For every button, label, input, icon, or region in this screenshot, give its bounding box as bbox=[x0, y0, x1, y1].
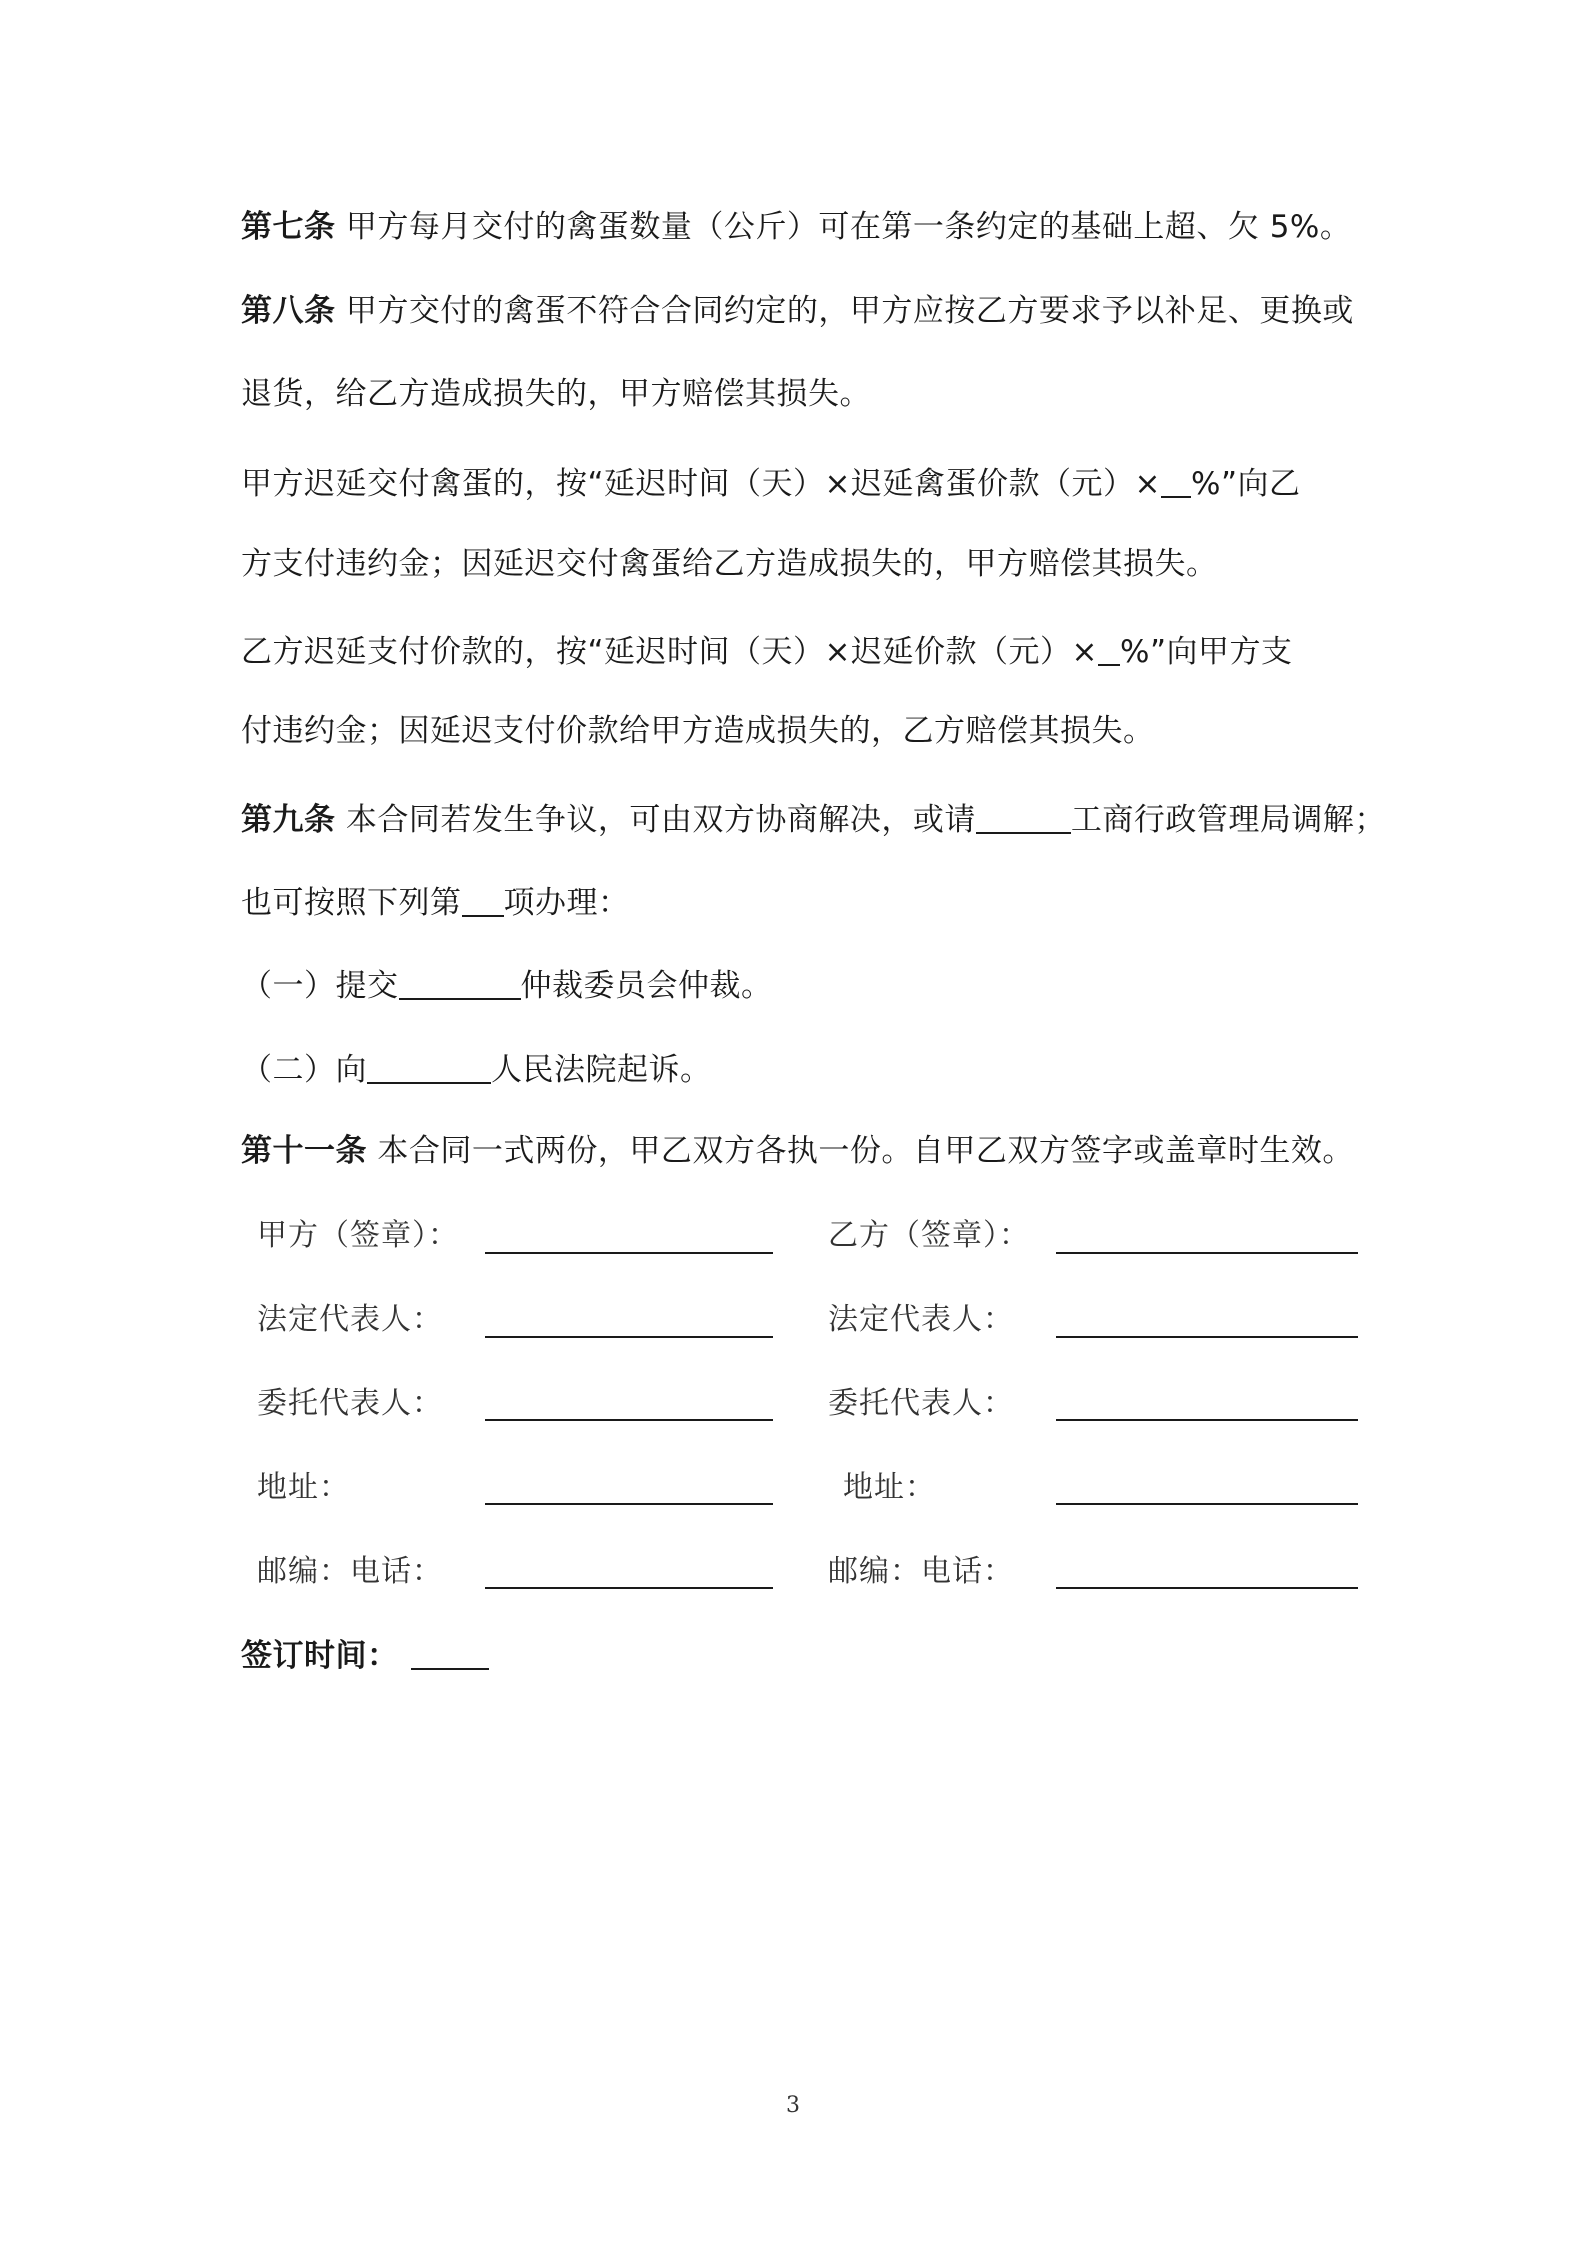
party-b-address-line[interactable] bbox=[1056, 1503, 1358, 1505]
delay-clause-b-line-1 bbox=[241, 632, 1293, 672]
delay-clause-a-line-1 bbox=[241, 464, 1301, 504]
signing-date-label: 签订时间： bbox=[241, 1638, 399, 1674]
delay-a-pre: 甲方迟延交付禽蛋的，按“延迟时间（天）×迟延禽蛋价款（元）× bbox=[241, 466, 1162, 502]
delay-b-pre: 乙方迟延支付价款的，按“延迟时间（天）×迟延价款（元）× bbox=[241, 634, 1099, 670]
party-a-agent-label: 委托代表人： bbox=[257, 1386, 443, 1421]
page-number: 3 bbox=[786, 2093, 800, 2118]
article-9-text-2: 工商行政管理局调解； bbox=[1070, 802, 1386, 838]
party-a-address-line[interactable] bbox=[485, 1503, 773, 1505]
article-9-label: 第九条 bbox=[241, 802, 336, 838]
article-8-text-1: 甲方交付的禽蛋不符合合同约定的，甲方应按乙方要求予以补足、更换或 bbox=[335, 293, 1354, 329]
article-11-text: 本合同一式两份，甲乙双方各执一份。自甲乙双方签字或盖章时生效。 bbox=[367, 1133, 1354, 1169]
article-7 bbox=[241, 207, 1351, 247]
party-b-legal-rep-label: 法定代表人： bbox=[828, 1302, 1014, 1337]
party-b-address-label: 地址： bbox=[843, 1470, 936, 1505]
signing-date bbox=[241, 1636, 489, 1676]
party-a-seal-label: 甲方（签章）： bbox=[257, 1218, 459, 1253]
party-a-postcode-phone-line[interactable] bbox=[485, 1587, 773, 1589]
party-a-address-label: 地址： bbox=[257, 1470, 350, 1505]
article-9-text-3: 也可按照下列第 bbox=[241, 885, 462, 921]
article-11-label: 第十一条 bbox=[241, 1133, 367, 1169]
party-b-postcode-phone-label: 邮编：电话： bbox=[828, 1554, 1014, 1589]
delay-clause-b-line-2: 付违约金；因延迟支付价款给甲方造成损失的，乙方赔偿其损失。 bbox=[241, 713, 1155, 749]
arbitration-committee-blank[interactable] bbox=[399, 968, 521, 1000]
signing-date-blank[interactable] bbox=[411, 1638, 489, 1670]
option-2-post: 人民法院起诉。 bbox=[491, 1052, 712, 1088]
party-b-postcode-phone-line[interactable] bbox=[1056, 1587, 1358, 1589]
percent-blank-a[interactable] bbox=[1161, 466, 1191, 498]
option-1-post: 仲裁委员会仲裁。 bbox=[520, 968, 773, 1004]
party-a-agent-line[interactable] bbox=[485, 1419, 773, 1421]
article-9-text-1: 本合同若发生争议，可由双方协商解决，或请 bbox=[335, 802, 976, 838]
party-b-seal-line[interactable] bbox=[1056, 1252, 1358, 1254]
court-name-blank[interactable] bbox=[367, 1052, 491, 1084]
party-b-legal-rep-line[interactable] bbox=[1056, 1336, 1358, 1338]
option-1 bbox=[241, 966, 773, 1006]
option-2-pre: （二）向 bbox=[241, 1052, 367, 1088]
article-8-line-2: 退货，给乙方造成损失的，甲方赔偿其损失。 bbox=[241, 376, 871, 412]
party-b-agent-label: 委托代表人： bbox=[828, 1386, 1014, 1421]
article-8-line-1 bbox=[241, 291, 1354, 331]
option-1-pre: （一）提交 bbox=[241, 968, 399, 1004]
option-2 bbox=[241, 1050, 712, 1090]
article-9-text-4: 项办理： bbox=[503, 885, 630, 921]
party-a-legal-rep-label: 法定代表人： bbox=[257, 1302, 443, 1337]
delay-clause-a-line-2: 方支付违约金；因延迟交付禽蛋给乙方造成损失的，甲方赔偿其损失。 bbox=[241, 546, 1218, 582]
party-a-seal-line[interactable] bbox=[485, 1252, 773, 1254]
option-number-blank[interactable] bbox=[462, 885, 504, 917]
article-9-line-2 bbox=[241, 883, 630, 923]
party-b-agent-line[interactable] bbox=[1056, 1419, 1358, 1421]
delay-b-post: %”向甲方支 bbox=[1120, 634, 1293, 670]
party-a-postcode-phone-label: 邮编：电话： bbox=[257, 1554, 443, 1589]
delay-a-post: %”向乙 bbox=[1191, 466, 1301, 502]
article-8-label: 第八条 bbox=[241, 293, 336, 329]
article-7-text: 甲方每月交付的禽蛋数量（公斤）可在第一条约定的基础上超、欠 5%。 bbox=[335, 209, 1352, 245]
article-11 bbox=[241, 1131, 1354, 1171]
article-7-label: 第七条 bbox=[241, 209, 336, 245]
bureau-name-blank[interactable] bbox=[976, 802, 1071, 834]
percent-blank-b[interactable] bbox=[1098, 634, 1120, 666]
article-9-line-1 bbox=[241, 800, 1386, 840]
party-b-seal-label: 乙方（签章）： bbox=[828, 1218, 1030, 1253]
party-a-legal-rep-line[interactable] bbox=[485, 1336, 773, 1338]
